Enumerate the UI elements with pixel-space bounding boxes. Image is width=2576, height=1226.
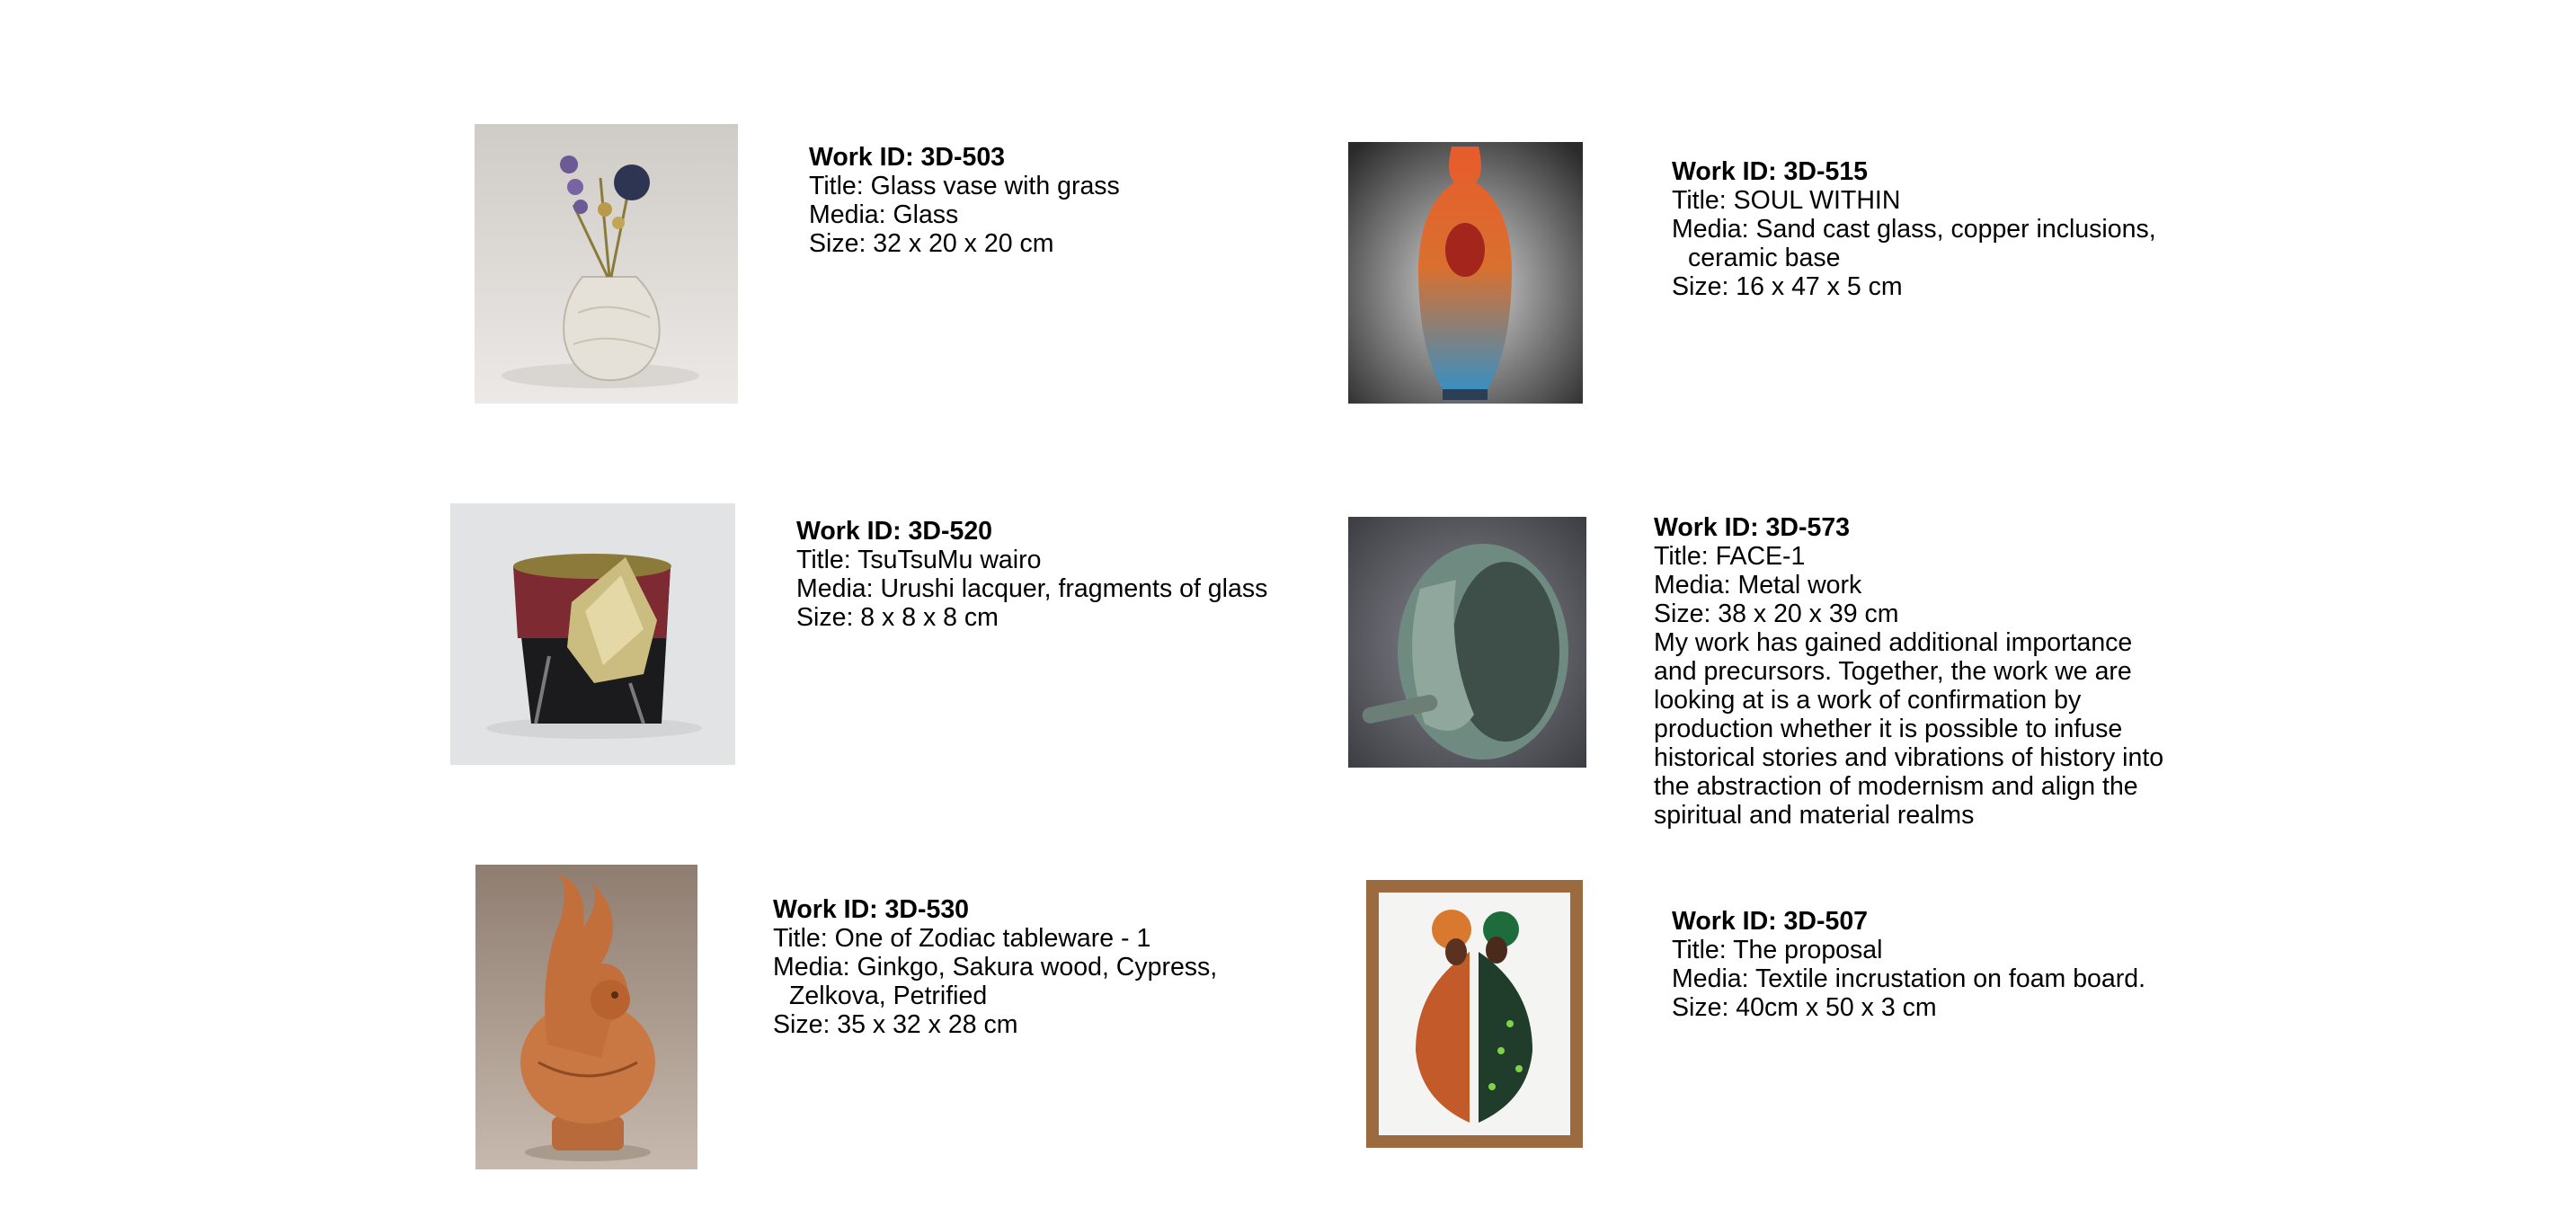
work-size: Size: 16 x 47 x 5 cm (1672, 272, 1903, 301)
work-info-3d-520 (796, 517, 1267, 632)
work-id: Work ID: 3D-515 (1672, 157, 1869, 186)
work-media: Media: Metal work (1654, 571, 1862, 600)
work-size: Size: 40cm x 50 x 3 cm (1672, 993, 1937, 1022)
work-info-3d-515 (1672, 157, 2156, 301)
work-title: Title: One of Zodiac tableware - 1 (773, 924, 1151, 953)
work-id: Work ID: 3D-530 (773, 895, 970, 924)
glass-figure-photo (1348, 142, 1583, 404)
glass-vase-photo (475, 124, 738, 404)
work-size: Size: 35 x 32 x 28 cm (773, 1010, 1018, 1039)
work-title: Title: The proposal (1672, 936, 1883, 964)
work-id: Work ID: 3D-520 (796, 517, 993, 546)
work-title: Title: FACE-1 (1654, 542, 1806, 571)
work-media: Media: Urushi lacquer, fragments of glass (796, 574, 1268, 603)
work-media: Media: Glass (809, 200, 959, 229)
work-description: My work has gained additional importance and precursors. Together, the work we are looking at is a work of confirmation by production whether it is possible to infuse historical stories and vibrations of history into the abstraction of modernism and align the spiritual and material realms (1654, 628, 2164, 830)
work-media: Media: Sand cast glass, copper inclusions, (1672, 215, 2156, 244)
textile-couple-photo (1366, 880, 1583, 1148)
metal-face-photo (1348, 517, 1586, 768)
work-info-3d-573 (1654, 513, 2175, 830)
work-id: Work ID: 3D-507 (1672, 907, 1869, 936)
work-size: Size: 38 x 20 x 39 cm (1654, 600, 1899, 628)
work-info-3d-503 (809, 143, 1120, 258)
work-size: Size: 8 x 8 x 8 cm (796, 603, 999, 632)
work-media: Media: Textile incrustation on foam board. (1672, 964, 2146, 993)
work-title: Title: TsuTsuMu wairo (796, 546, 1042, 574)
work-info-3d-507 (1672, 907, 2145, 1022)
lacquer-cup-photo (450, 503, 735, 765)
work-id: Work ID: 3D-503 (809, 143, 1006, 172)
work-media: Media: Ginkgo, Sakura wood, Cypress, (773, 953, 1218, 982)
work-id: Work ID: 3D-573 (1654, 513, 1851, 542)
work-info-3d-530 (773, 895, 1217, 1039)
wood-rooster-photo (475, 865, 697, 1169)
work-title: Title: SOUL WITHIN (1672, 186, 1901, 215)
work-media-continued: Zelkova, Petrified (789, 982, 988, 1010)
work-title: Title: Glass vase with grass (809, 172, 1120, 200)
work-media-continued: ceramic base (1688, 244, 1841, 272)
work-size: Size: 32 x 20 x 20 cm (809, 229, 1054, 258)
